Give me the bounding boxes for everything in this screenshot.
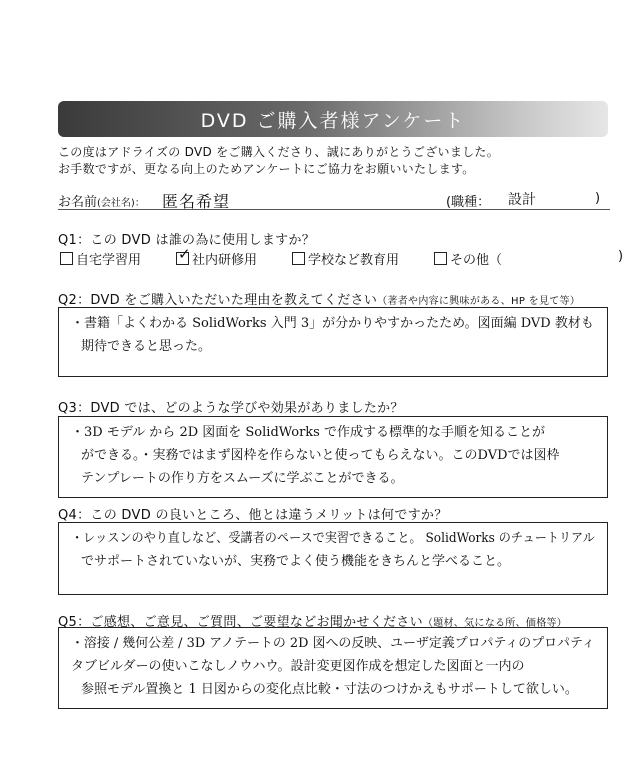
survey-title: DVD ご購入者様アンケート [200,109,466,132]
q3-question: Q3：DVD では、どのような学びや効果がありましたか？ [58,401,404,416]
q2-question: Q2：DVD をご購入いただいた理由を教えてください（著者や内容に興味がある、HP を見て等） [58,293,581,308]
q5-answer-box[interactable] [58,627,608,709]
name-label: お名前(会社名)： [58,195,145,210]
option-label: 社内研修用 [192,253,258,268]
q3-answer-box[interactable] [58,416,608,498]
job-close: ) [595,191,601,206]
answer-line: ができる。・実務ではまず図枠を作らないと使ってもらえない。このDVDでは図枠 [81,448,560,463]
name-value[interactable]: 匿名希望 [162,192,231,211]
checkbox[interactable] [176,245,191,265]
q1-option-school[interactable] [292,249,399,268]
answer-line: ・溶接 / 幾何公差 / 3D アノテートの 2D 図への反映、ユーザ定義プロパティのプロパティ [71,636,595,651]
q4-question: Q4：この DVD の良いところ、他とは違うメリットは何ですか？ [58,508,448,523]
q1-option-inhouse[interactable] [176,245,258,268]
intro-line-1: この度はアドライズの DVD をご購入くださり、誠にありがとうございました。 [58,145,500,159]
answer-line: 期待できると思った。 [81,339,212,354]
q1-other-close: ) [618,249,624,264]
checkbox[interactable] [60,252,73,265]
q5-question: Q5：ご感想、ご意見、ご質問、ご要望などお聞かせください（題材、気になる所、価格等） [58,615,568,630]
answer-line: ・レッスンのやり直しなど、受講者のペースで実習できること。 SolidWorks のチュートリアル [71,531,595,546]
q1-option-home[interactable] [60,249,141,268]
check-mark-icon: ✓ [178,245,191,263]
survey-title-banner [58,101,608,137]
answer-line: ・3D モデル から 2D 図面を SolidWorks で作成する標準的な手順を知ることが [71,425,545,440]
respondent-row [58,189,610,213]
q2-note: （著者や内容に興味がある、HP を見て等） [377,296,581,307]
q1-options [58,245,624,269]
option-label: その他（ [450,253,503,268]
option-label: 学校など教育用 [308,253,400,268]
answer-line: ・書籍「よくわかる SolidWorks 入門 3」が分かりやすかったため。図面編 DVD 教材も [71,316,594,331]
answer-line: テンプレートの作り方をスムーズに学ぶことができる。 [81,471,404,486]
answer-line: でサポートされていないが、実務でよく使う機能をきちんと学べること。 [81,554,511,569]
answer-line: 参照モデル置換と 1 日図からの変化点比較・寸法のつけかえもサポートして欲しい。 [81,682,578,697]
name-underline [58,209,610,210]
q2-answer-box[interactable] [58,307,608,377]
job-value[interactable]: 設計 [508,192,536,208]
q5-note: （題材、気になる所、価格等） [422,618,568,629]
job-label: (職種： [446,195,491,210]
intro-line-2: お手数ですが、更なる向上のためアンケートにご協力をお願いいたします。 [58,162,475,176]
q1-option-other[interactable] [434,249,502,268]
q4-answer-box[interactable] [58,522,608,595]
name-label-note: (会社名)： [97,198,145,209]
checkbox[interactable] [292,252,305,265]
checkbox[interactable] [434,252,447,265]
answer-line: タブビルダーの使いこなしノウハウ。設計変更図作成を想定した図面と一内の [71,659,525,674]
q1-question: Q1：この DVD は誰の為に使用しますか？ [58,233,316,248]
option-label: 自宅学習用 [76,253,142,268]
